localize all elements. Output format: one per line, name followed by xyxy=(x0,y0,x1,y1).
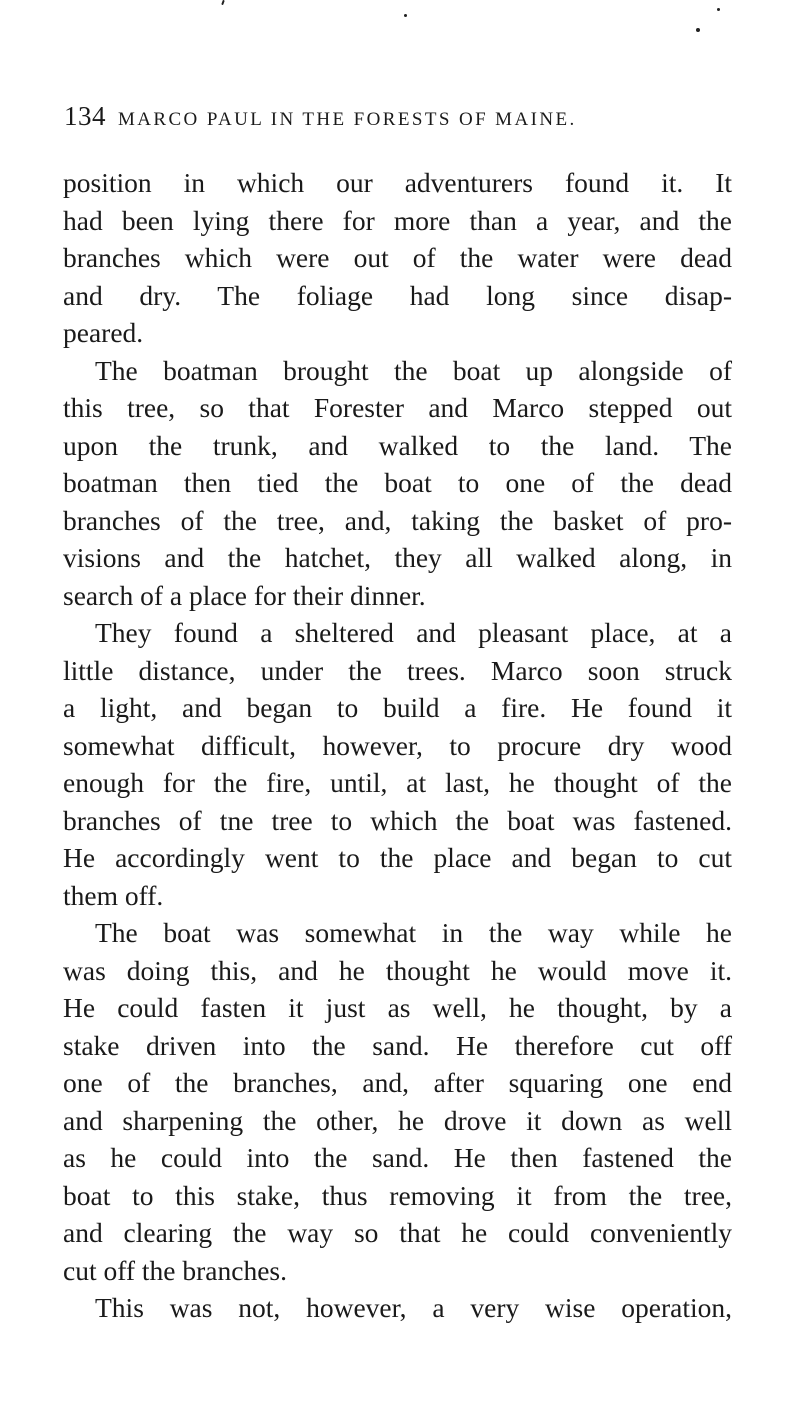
text-line: branches which were out of the water were dead xyxy=(63,242,732,273)
text-line: boat to this stake, thus removing it from the tree, xyxy=(63,1179,732,1211)
text-line: cut off the branches. xyxy=(63,1254,287,1286)
text-line: and sharpening the other, he drove it down as well xyxy=(63,1104,732,1136)
text-line: boatman then tied the boat to one of the dead xyxy=(63,467,732,498)
paragraph xyxy=(63,914,732,1289)
text-line: search of a place for their dinner. xyxy=(63,579,426,611)
text-line: He accordingly went to the place and began to cut xyxy=(63,842,732,873)
text-line: a light, and began to build a fire. He found it xyxy=(63,692,732,723)
text-line: The boatman brought the boat up alongside of xyxy=(95,354,732,386)
text-line: The boat was somewhat in the way while he xyxy=(95,917,732,948)
text-line: branches of the tree, and, taking the basket of pro- xyxy=(63,504,732,536)
text-line: and clearing the way so that he could conveniently xyxy=(63,1217,732,1248)
text-line: little distance, under the trees. Marco soon struck xyxy=(63,654,732,686)
scan-speck xyxy=(221,0,225,5)
body-text xyxy=(63,164,732,1327)
text-line: had been lying there for more than a year, and the xyxy=(63,204,732,236)
running-head-title: MARCO PAUL IN THE FORESTS OF MAINE. xyxy=(118,109,577,130)
text-line: and dry. The foliage had long since disap- xyxy=(63,279,732,311)
text-line: was doing this, and he thought he would move it. xyxy=(63,954,732,986)
text-line: enough for the fire, until, at last, he thought of the xyxy=(63,767,732,798)
scan-speck xyxy=(404,14,407,17)
text-line: them off. xyxy=(63,879,164,911)
text-line: upon the trunk, and walked to the land. The xyxy=(63,429,732,461)
page-number: 134 xyxy=(64,101,106,131)
text-line: somewhat difficult, however, to procure dry wood xyxy=(63,729,732,761)
text-line: position in which our adventurers found it. It xyxy=(63,167,732,198)
text-line: visions and the hatchet, they all walked along, in xyxy=(63,542,732,573)
scan-speck xyxy=(717,8,720,11)
text-line: branches of tne tree to which the boat was fastened. xyxy=(63,804,732,836)
text-line: stake driven into the sand. He therefore cut off xyxy=(63,1029,732,1061)
text-line: as he could into the sand. He then fastened the xyxy=(63,1142,732,1173)
paragraph xyxy=(63,164,732,352)
paragraph xyxy=(63,1289,732,1327)
scan-speck xyxy=(696,28,700,32)
text-line: one of the branches, and, after squaring one end xyxy=(63,1067,732,1098)
text-line: They found a sheltered and pleasant place, at a xyxy=(95,617,732,648)
text-line: He could fasten it just as well, he thought, by a xyxy=(63,992,732,1023)
text-line: peared. xyxy=(63,317,144,348)
paragraph xyxy=(63,352,732,615)
paragraph xyxy=(63,614,732,914)
running-head xyxy=(64,98,734,139)
text-line: this tree, so that Forester and Marco stepped out xyxy=(63,392,732,423)
text-line: This was not, however, a very wise operation, xyxy=(95,1292,732,1323)
